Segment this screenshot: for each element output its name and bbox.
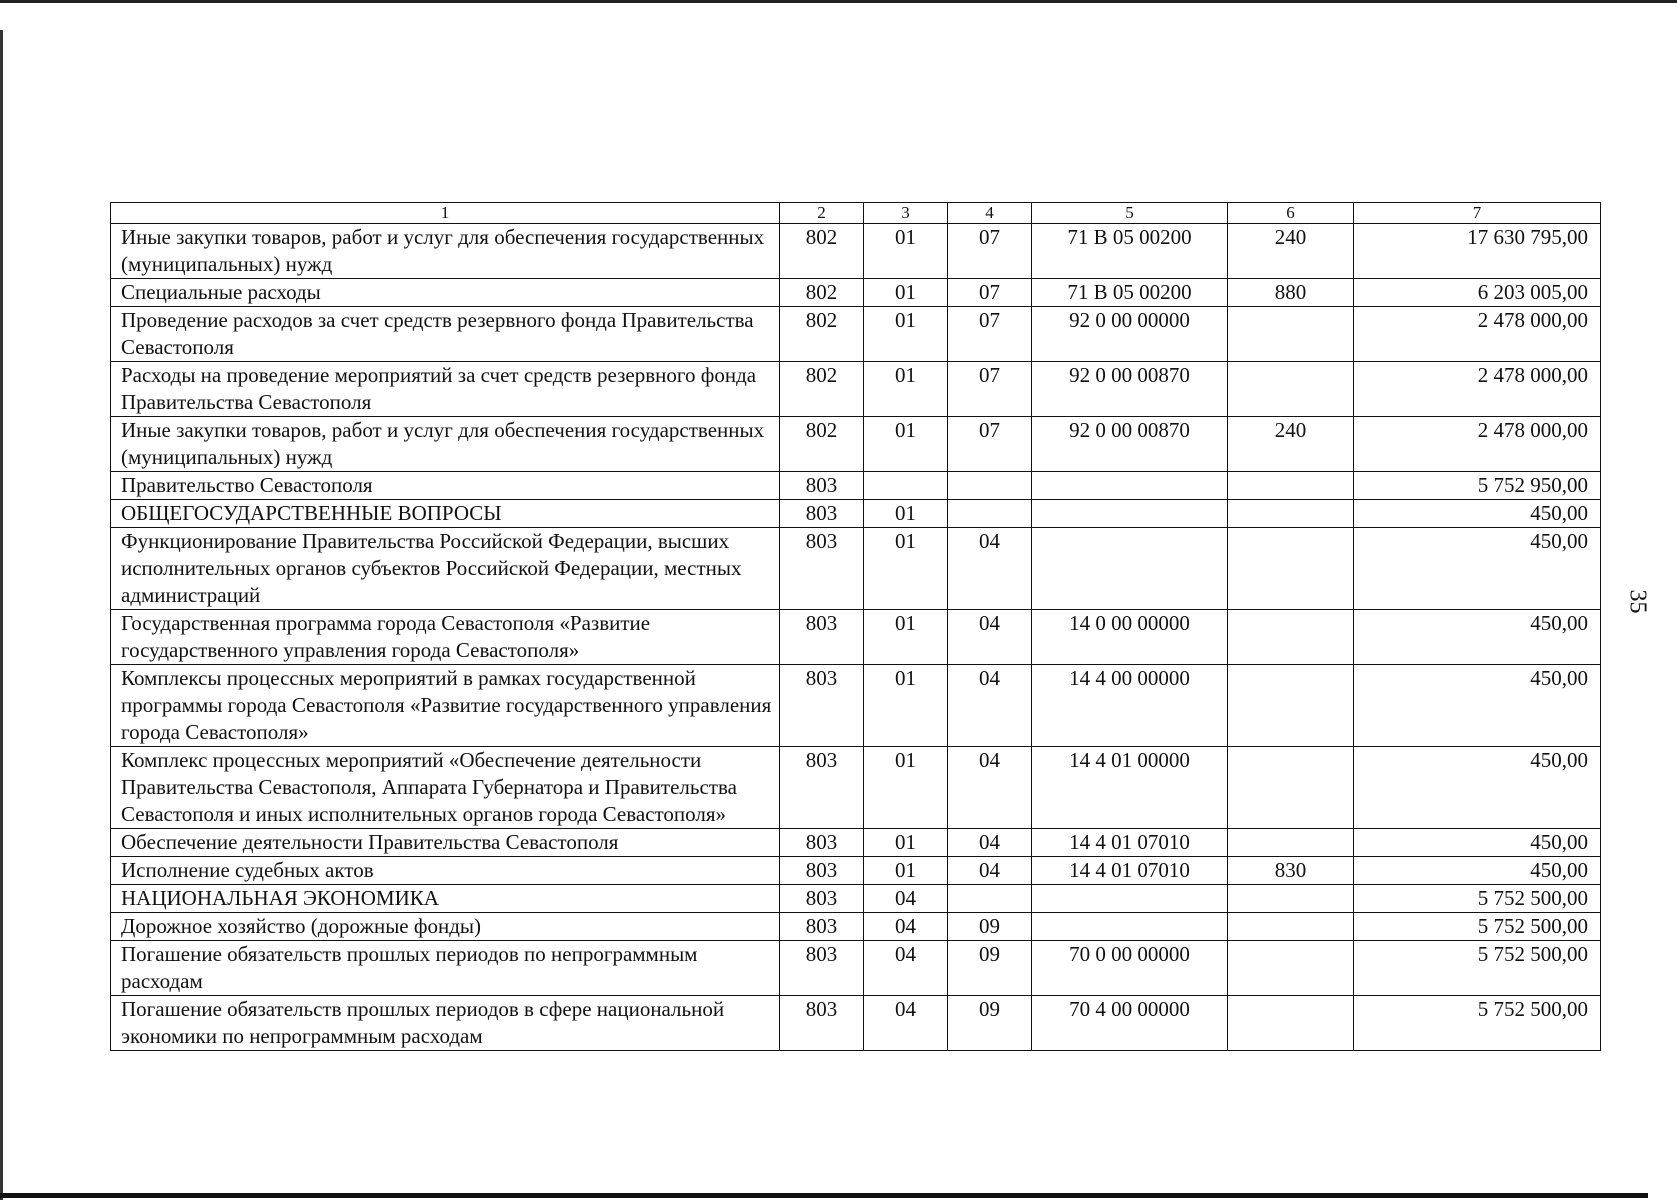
header-cell: 3	[864, 203, 948, 224]
expense-type-cell	[1228, 610, 1354, 665]
scan-left-edge	[0, 30, 3, 1200]
section-cell: 01	[864, 665, 948, 747]
target-article-cell: 70 0 00 00000	[1032, 941, 1228, 996]
amount-cell: 450,00	[1354, 500, 1601, 528]
table-row	[111, 941, 1601, 996]
expense-type-cell	[1228, 528, 1354, 610]
subsection-cell	[948, 472, 1032, 500]
table-row	[111, 224, 1601, 279]
header-cell: 2	[780, 203, 864, 224]
header-cell: 7	[1354, 203, 1601, 224]
amount-cell: 450,00	[1354, 610, 1601, 665]
amount-cell: 5 752 500,00	[1354, 885, 1601, 913]
expense-type-cell	[1228, 500, 1354, 528]
item-name-cell: Расходы на проведение мероприятий за счет средств резервного фонда Правительства Севастополя	[111, 362, 780, 417]
amount-cell: 2 478 000,00	[1354, 417, 1601, 472]
target-article-cell: 92 0 00 00000	[1032, 307, 1228, 362]
item-name-cell: Комплексы процессных мероприятий в рамках государственной программы города Севастополя «Развитие государственного управления города Севастополя»	[111, 665, 780, 747]
expense-type-cell	[1228, 747, 1354, 829]
subsection-cell: 04	[948, 528, 1032, 610]
item-name-cell: Исполнение судебных актов	[111, 857, 780, 885]
target-article-cell: 14 0 00 00000	[1032, 610, 1228, 665]
item-name-cell: Комплекс процессных мероприятий «Обеспечение деятельности Правительства Севастополя, Аппарата Губернатора и Правительства Севастополя и иных исполнительных органов города Севастополя»	[111, 747, 780, 829]
admin-code-cell: 803	[780, 472, 864, 500]
section-cell: 01	[864, 279, 948, 307]
target-article-cell: 14 4 01 07010	[1032, 829, 1228, 857]
scan-top-edge	[0, 0, 1677, 3]
amount-cell: 450,00	[1354, 528, 1601, 610]
admin-code-cell: 803	[780, 829, 864, 857]
subsection-cell: 04	[948, 829, 1032, 857]
expense-type-cell: 240	[1228, 224, 1354, 279]
section-cell: 01	[864, 307, 948, 362]
table-row	[111, 665, 1601, 747]
amount-cell: 6 203 005,00	[1354, 279, 1601, 307]
expense-type-cell	[1228, 829, 1354, 857]
subsection-cell: 09	[948, 941, 1032, 996]
scan-bottom-edge	[0, 1193, 1648, 1198]
expense-type-cell	[1228, 665, 1354, 747]
table-row	[111, 913, 1601, 941]
admin-code-cell: 802	[780, 362, 864, 417]
section-cell: 04	[864, 885, 948, 913]
item-name-cell: Обеспечение деятельности Правительства Севастополя	[111, 829, 780, 857]
target-article-cell: 14 4 00 00000	[1032, 665, 1228, 747]
subsection-cell: 07	[948, 224, 1032, 279]
amount-cell: 2 478 000,00	[1354, 307, 1601, 362]
amount-cell: 450,00	[1354, 665, 1601, 747]
section-cell: 01	[864, 362, 948, 417]
target-article-cell: 14 4 01 07010	[1032, 857, 1228, 885]
table-row	[111, 996, 1601, 1051]
admin-code-cell: 803	[780, 747, 864, 829]
amount-cell: 2 478 000,00	[1354, 362, 1601, 417]
subsection-cell: 04	[948, 665, 1032, 747]
expense-type-cell	[1228, 362, 1354, 417]
section-cell: 01	[864, 500, 948, 528]
expense-type-cell	[1228, 307, 1354, 362]
header-cell: 4	[948, 203, 1032, 224]
section-cell: 01	[864, 829, 948, 857]
target-article-cell	[1032, 500, 1228, 528]
table-row	[111, 857, 1601, 885]
subsection-cell: 07	[948, 307, 1032, 362]
item-name-cell: Погашение обязательств прошлых периодов в сфере национальной экономики по непрограммным расходам	[111, 996, 780, 1051]
section-cell: 01	[864, 747, 948, 829]
target-article-cell: 71 В 05 00200	[1032, 224, 1228, 279]
subsection-cell: 09	[948, 996, 1032, 1051]
table-row	[111, 528, 1601, 610]
subsection-cell: 04	[948, 857, 1032, 885]
expense-type-cell: 880	[1228, 279, 1354, 307]
amount-cell: 5 752 500,00	[1354, 996, 1601, 1051]
subsection-cell: 09	[948, 913, 1032, 941]
item-name-cell: ОБЩЕГОСУДАРСТВЕННЫЕ ВОПРОСЫ	[111, 500, 780, 528]
item-name-cell: Проведение расходов за счет средств резервного фонда Правительства Севастополя	[111, 307, 780, 362]
table-row	[111, 610, 1601, 665]
header-cell: 5	[1032, 203, 1228, 224]
subsection-cell: 07	[948, 362, 1032, 417]
subsection-cell: 04	[948, 747, 1032, 829]
item-name-cell: Специальные расходы	[111, 279, 780, 307]
amount-cell: 450,00	[1354, 829, 1601, 857]
target-article-cell: 92 0 00 00870	[1032, 362, 1228, 417]
admin-code-cell: 803	[780, 500, 864, 528]
section-cell: 04	[864, 996, 948, 1051]
admin-code-cell: 803	[780, 941, 864, 996]
admin-code-cell: 803	[780, 996, 864, 1051]
expense-type-cell	[1228, 941, 1354, 996]
expense-type-cell	[1228, 885, 1354, 913]
admin-code-cell: 803	[780, 528, 864, 610]
section-cell: 01	[864, 857, 948, 885]
admin-code-cell: 803	[780, 857, 864, 885]
admin-code-cell: 803	[780, 885, 864, 913]
budget-table	[110, 202, 1601, 1051]
admin-code-cell: 802	[780, 224, 864, 279]
target-article-cell: 70 4 00 00000	[1032, 996, 1228, 1051]
target-article-cell: 14 4 01 00000	[1032, 747, 1228, 829]
item-name-cell: Иные закупки товаров, работ и услуг для обеспечения государственных (муниципальных) нужд	[111, 417, 780, 472]
item-name-cell: Погашение обязательств прошлых периодов по непрограммным расходам	[111, 941, 780, 996]
target-article-cell: 71 В 05 00200	[1032, 279, 1228, 307]
subsection-cell: 07	[948, 279, 1032, 307]
expense-type-cell	[1228, 996, 1354, 1051]
admin-code-cell: 803	[780, 610, 864, 665]
item-name-cell: Функционирование Правительства Российской Федерации, высших исполнительных органов субъектов Российской Федерации, местных администраций	[111, 528, 780, 610]
item-name-cell: НАЦИОНАЛЬНАЯ ЭКОНОМИКА	[111, 885, 780, 913]
amount-cell: 450,00	[1354, 857, 1601, 885]
item-name-cell: Правительство Севастополя	[111, 472, 780, 500]
section-cell: 01	[864, 528, 948, 610]
amount-cell: 5 752 500,00	[1354, 913, 1601, 941]
section-cell: 01	[864, 417, 948, 472]
item-name-cell: Государственная программа города Севастополя «Развитие государственного управления города Севастополя»	[111, 610, 780, 665]
amount-cell: 17 630 795,00	[1354, 224, 1601, 279]
admin-code-cell: 802	[780, 417, 864, 472]
admin-code-cell: 802	[780, 279, 864, 307]
item-name-cell: Дорожное хозяйство (дорожные фонды)	[111, 913, 780, 941]
admin-code-cell: 803	[780, 665, 864, 747]
expense-type-cell	[1228, 913, 1354, 941]
table-row	[111, 279, 1601, 307]
section-cell: 04	[864, 941, 948, 996]
subsection-cell	[948, 500, 1032, 528]
table-row	[111, 307, 1601, 362]
header-cell: 1	[111, 203, 780, 224]
section-cell	[864, 472, 948, 500]
item-name-cell: Иные закупки товаров, работ и услуг для обеспечения государственных (муниципальных) нужд	[111, 224, 780, 279]
target-article-cell	[1032, 528, 1228, 610]
page-number: 35	[1624, 589, 1651, 614]
header-cell: 6	[1228, 203, 1354, 224]
section-cell: 01	[864, 610, 948, 665]
admin-code-cell: 802	[780, 307, 864, 362]
target-article-cell	[1032, 472, 1228, 500]
amount-cell: 5 752 500,00	[1354, 941, 1601, 996]
target-article-cell	[1032, 885, 1228, 913]
subsection-cell	[948, 885, 1032, 913]
table-row	[111, 747, 1601, 829]
expense-type-cell: 830	[1228, 857, 1354, 885]
section-cell: 04	[864, 913, 948, 941]
section-cell: 01	[864, 224, 948, 279]
header-row	[111, 203, 1601, 224]
expense-type-cell: 240	[1228, 417, 1354, 472]
target-article-cell: 92 0 00 00870	[1032, 417, 1228, 472]
subsection-cell: 07	[948, 417, 1032, 472]
amount-cell: 450,00	[1354, 747, 1601, 829]
table-row	[111, 417, 1601, 472]
target-article-cell	[1032, 913, 1228, 941]
expense-type-cell	[1228, 472, 1354, 500]
amount-cell: 5 752 950,00	[1354, 472, 1601, 500]
subsection-cell: 04	[948, 610, 1032, 665]
table-row	[111, 885, 1601, 913]
table-row	[111, 500, 1601, 528]
admin-code-cell: 803	[780, 913, 864, 941]
table-body	[111, 203, 1601, 1051]
table-row	[111, 472, 1601, 500]
table-row	[111, 829, 1601, 857]
table-row	[111, 362, 1601, 417]
